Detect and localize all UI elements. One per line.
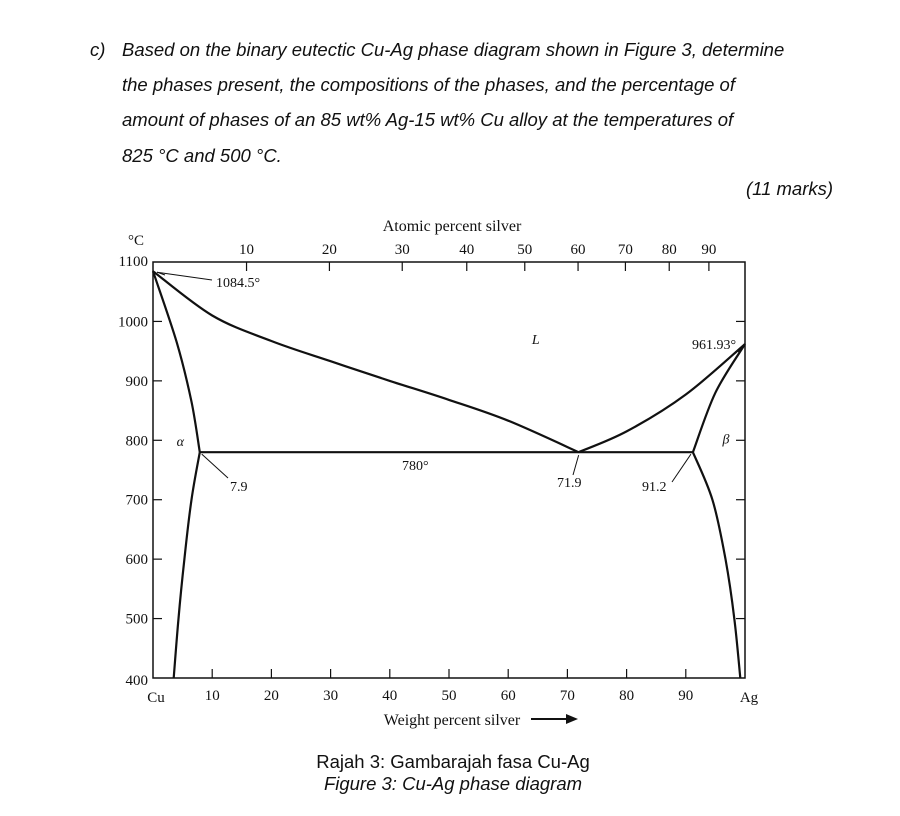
bottom-tick-label: 70 [559, 688, 575, 704]
marks-label: (11 marks) [746, 178, 834, 199]
bottom-tick-label: 60 [500, 688, 516, 704]
liquidus-left-curve [153, 271, 579, 452]
figure-caption-malay: Rajah 3: Gambarajah fasa Cu-Ag [316, 751, 590, 772]
question-line-2: the phases present, the compositions of the phases, and the percentage of [122, 74, 735, 95]
solvus-beta-curve [693, 452, 740, 678]
top-axis-title: Atomic percent silver [382, 218, 522, 235]
question-line-4: 825 °C and 500 °C. [122, 145, 282, 166]
eutectic-composition-label: 71.9 [557, 476, 582, 491]
bottom-tick-label: 90 [678, 688, 694, 704]
liquid-phase-label: L [531, 333, 540, 349]
beta-phase-label: β [722, 432, 730, 448]
figure-caption-english: Figure 3: Cu-Ag phase diagram [323, 773, 583, 794]
top-axis-ticks [239, 218, 716, 271]
diagram-labels [157, 272, 743, 495]
left-tick-label: 1000 [118, 314, 148, 331]
question-line-3: amount of phases of an 85 wt% Ag-15 wt% Cu alloy at the temperatures of [122, 109, 734, 130]
plot-frame [153, 262, 745, 678]
liquidus-right-curve [579, 344, 745, 452]
beta-solubility-label: 91.2 [642, 480, 667, 495]
left-tick-label: 500 [125, 611, 148, 628]
eutectic-composition-leader-line [573, 455, 579, 475]
eutectic-temperature-label: 780° [402, 459, 429, 474]
left-axis-ticks [118, 233, 162, 689]
top-tick-label: 10 [239, 242, 255, 258]
left-tick-label: 700 [125, 492, 148, 509]
alpha-solubility-label: 7.9 [230, 480, 248, 495]
question-line-1: Based on the binary eutectic Cu-Ag phase diagram shown in Figure 3, determine [122, 39, 785, 60]
right-axis-ticks [736, 321, 745, 618]
top-tick-label: 20 [321, 242, 337, 258]
x-axis-title: Weight percent silver [383, 712, 521, 729]
top-tick-label: 30 [394, 242, 410, 258]
solidus-alpha-curve [153, 271, 200, 452]
cu-melting-leader-line [157, 272, 212, 280]
y-axis-unit: °C [127, 233, 145, 249]
left-tick-label: 900 [125, 373, 148, 390]
bottom-tick-label: 80 [619, 688, 635, 704]
bottom-tick-label: 30 [323, 688, 339, 704]
alpha-phase-label: α [176, 435, 185, 451]
ag-melting-point-label: 961.93° [692, 338, 737, 353]
bottom-tick-label: Ag [739, 690, 759, 706]
bottom-tick-label: 50 [441, 688, 457, 704]
beta-solubility-leader-line [672, 454, 691, 482]
bottom-tick-label: 40 [382, 688, 398, 704]
left-tick-label: 400 [125, 673, 148, 689]
cu-melting-point-label: 1084.5° [216, 276, 261, 291]
solvus-alpha-curve [174, 452, 200, 678]
top-tick-label: 70 [617, 242, 633, 258]
left-tick-label: 800 [125, 433, 148, 450]
bottom-tick-label: 10 [204, 688, 220, 704]
left-tick-label: 600 [125, 552, 148, 569]
question-label: c) [90, 39, 106, 60]
solidus-beta-curve [693, 344, 745, 452]
alpha-solubility-leader-line [202, 454, 228, 478]
top-tick-label: 90 [701, 242, 717, 258]
top-tick-label: 60 [570, 242, 586, 258]
phase-boundaries [153, 271, 745, 678]
top-tick-label: 80 [661, 242, 677, 258]
bottom-tick-label: 20 [263, 688, 279, 704]
top-tick-label: 50 [517, 242, 533, 258]
x-axis-arrow-head [566, 714, 578, 724]
bottom-tick-label: Cu [147, 690, 165, 706]
top-tick-label: 40 [459, 242, 475, 258]
left-tick-label: 1100 [118, 254, 148, 270]
